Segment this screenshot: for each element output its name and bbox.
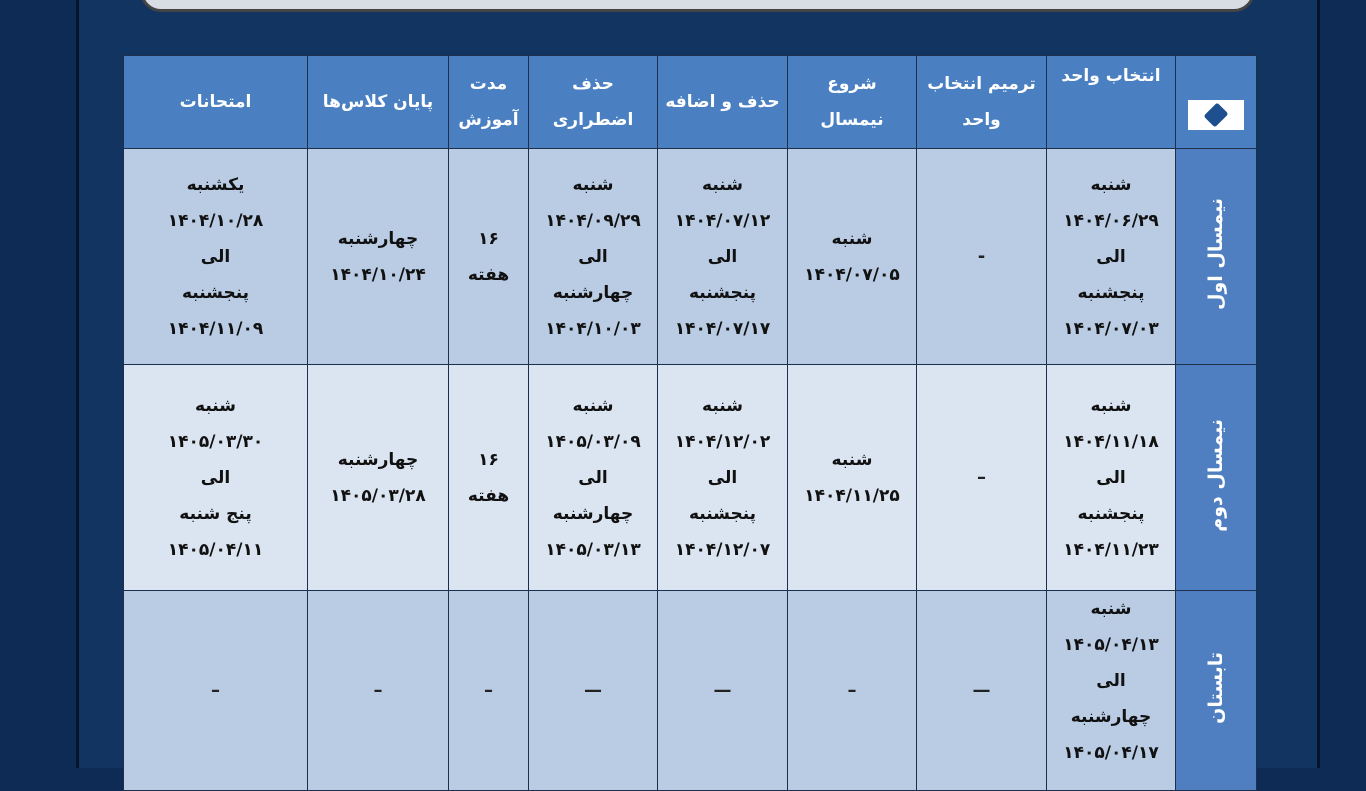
exams-cell: شنبه ۱۴۰۵/۰۳/۳۰ الی پنج شنبه ۱۴۰۵/۰۴/۱۱ xyxy=(124,365,308,591)
semester-row xyxy=(124,591,1257,791)
duration-cell: ۱۶ هفته xyxy=(449,149,529,365)
header-add-drop: حذف و اضافه xyxy=(658,56,788,149)
add-drop-cell: — xyxy=(658,591,788,791)
end-classes-cell: چهارشنبه ۱۴۰۴/۱۰/۲۴ xyxy=(308,149,449,365)
header-start: شروع نیمسال xyxy=(788,56,917,149)
top-banner xyxy=(140,0,1255,12)
header-emergency-drop: حذف اضطراری xyxy=(529,56,658,149)
add-drop-cell: شنبه ۱۴۰۴/۱۲/۰۲ الی پنجشنبه ۱۴۰۴/۱۲/۰۷ xyxy=(658,365,788,591)
start-cell: – xyxy=(788,591,917,791)
semester-row xyxy=(124,365,1257,591)
select-cell: شنبه ۱۴۰۴/۱۱/۱۸ الی پنجشنبه ۱۴۰۴/۱۱/۲۳ xyxy=(1047,365,1176,591)
university-logo-icon xyxy=(1188,100,1244,130)
exams-cell: – xyxy=(124,591,308,791)
emergency-drop-cell: شنبه ۱۴۰۵/۰۳/۰۹ الی چهارشنبه ۱۴۰۵/۰۳/۱۳ xyxy=(529,365,658,591)
academic-calendar-table xyxy=(123,55,1257,791)
emergency-drop-cell: شنبه ۱۴۰۴/۰۹/۲۹ الی چهارشنبه ۱۴۰۴/۱۰/۰۳ xyxy=(529,149,658,365)
header-logo-cell xyxy=(1176,56,1257,149)
start-cell: شنبه ۱۴۰۴/۰۷/۰۵ xyxy=(788,149,917,365)
emergency-drop-cell: — xyxy=(529,591,658,791)
trim-cell: – xyxy=(917,365,1047,591)
semester-label: نیمسال اول xyxy=(1176,149,1257,365)
duration-cell: ۱۶ هفته xyxy=(449,365,529,591)
end-classes-cell: چهارشنبه ۱۴۰۵/۰۳/۲۸ xyxy=(308,365,449,591)
header-duration: مدت آموزش xyxy=(449,56,529,149)
duration-cell: – xyxy=(449,591,529,791)
header-end-classes: پایان کلاس‌ها xyxy=(308,56,449,149)
semester-label: تابستان xyxy=(1176,591,1257,791)
select-cell: شنبه ۱۴۰۴/۰۶/۲۹ الی پنجشنبه ۱۴۰۴/۰۷/۰۳ xyxy=(1047,149,1176,365)
select-cell: شنبه ۱۴۰۵/۰۴/۱۳ الی چهارشنبه ۱۴۰۵/۰۴/۱۷ xyxy=(1047,591,1176,791)
exams-cell: یکشنبه ۱۴۰۴/۱۰/۲۸ الی پنجشنبه ۱۴۰۴/۱۱/۰۹ xyxy=(124,149,308,365)
header-row xyxy=(124,56,1257,149)
semester-label: نیمسال دوم xyxy=(1176,365,1257,591)
semester-row xyxy=(124,149,1257,365)
header-select: انتخاب واحد xyxy=(1047,56,1176,149)
trim-cell: — xyxy=(917,591,1047,791)
end-classes-cell: – xyxy=(308,591,449,791)
header-trim: ترمیم انتخاب واحد xyxy=(917,56,1047,149)
add-drop-cell: شنبه ۱۴۰۴/۰۷/۱۲ الی پنجشنبه ۱۴۰۴/۰۷/۱۷ xyxy=(658,149,788,365)
start-cell: شنبه ۱۴۰۴/۱۱/۲۵ xyxy=(788,365,917,591)
header-exams: امتحانات xyxy=(124,56,308,149)
trim-cell: - xyxy=(917,149,1047,365)
